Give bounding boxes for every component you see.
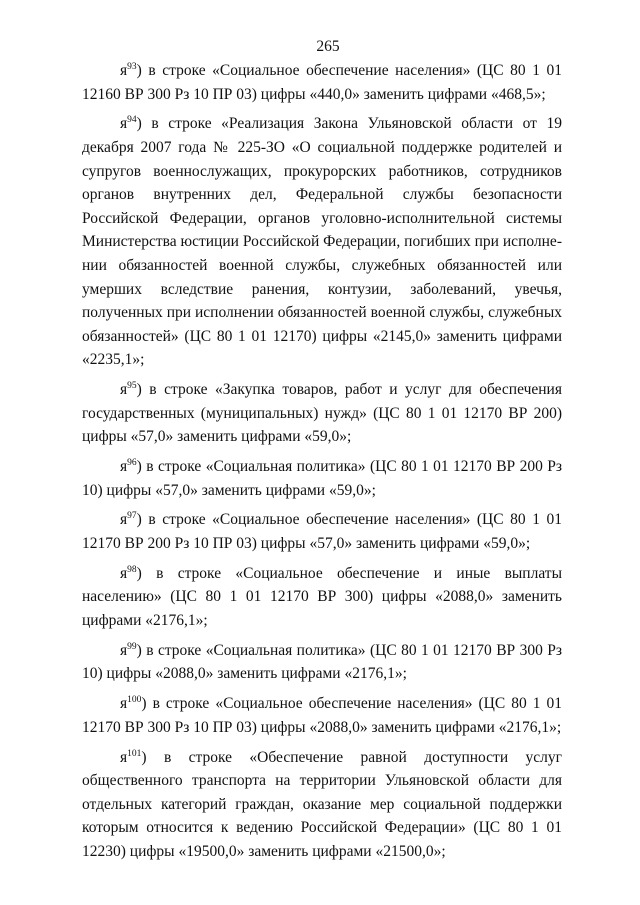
item-index: 99 bbox=[127, 641, 137, 652]
item-letter: я bbox=[120, 511, 128, 529]
item-letter: я bbox=[120, 458, 128, 476]
amendment-paragraph bbox=[82, 455, 562, 502]
item-index: 100 bbox=[127, 695, 142, 705]
item-index: 101 bbox=[127, 748, 142, 759]
amendment-paragraph bbox=[82, 639, 562, 686]
amendment-paragraph bbox=[82, 746, 562, 864]
item-index: 94 bbox=[127, 115, 137, 126]
paragraph-text: ) в строке «Реализация Закона Ульяновской области от 19 декабря 2007 года № 225-ЗО «О социальной поддержке родителей и супругов военнослужащих, прокурорских работников, сотрудников органов внутренних дел, Федеральной службы безопасности Российской Федерации, органов уголовно-исполнительной системы Министерства юстиции Российской Федерации, погибших при исполнении обязанностей военной службы, служебных обязанностей или умерших вследствие ранения, контузии, заболеваний, увечья, полученных при исполнении обязанностей военной службы, служебных обязанностей» (ЦС 80 1 01 12170) цифры «2145,0» заменить цифрами «2235,1»; bbox=[82, 115, 562, 369]
paragraph-text: ) в строке «Социальное обеспечение населения» (ЦС 80 1 01 12170 ВР 300 Рз 10 ПР 03) цифры «2088,0» заменить цифрами «2176,1»; bbox=[82, 695, 562, 736]
item-letter: я bbox=[120, 564, 128, 582]
item-index: 97 bbox=[127, 511, 137, 522]
item-letter: я bbox=[120, 115, 128, 133]
item-letter: я bbox=[120, 695, 128, 713]
item-index: 93 bbox=[127, 61, 137, 72]
paragraph-text: ) в строке «Обеспечение равной доступности услуг общественного транспорта на территории Ульяновской области для отдельных категорий граждан, оказание мер социальной поддержки которым относится к ведению Российской Федерации» (ЦС 80 1 01 12230) цифры «19500,0» заменить цифрами «21500,0»; bbox=[82, 748, 562, 860]
paragraph-text: ) в строке «Закупка товаров, работ и услуг для обеспечения государственных (муниципальных) нужд» (ЦС 80 1 01 12170 ВР 200) цифры «57,0» заменить цифрами «59,0»; bbox=[82, 381, 562, 446]
paragraph-text: ) в строке «Социальное обеспечение населения» (ЦС 80 1 01 12160 ВР 300 Рз 10 ПР 03) цифры «440,0» заменить цифрами «468,5»; bbox=[82, 62, 562, 103]
paragraph-text: ) в строке «Социальное обеспечение и иные выплаты населению» (ЦС 80 1 01 12170 ВР 300) цифры «2088,0» заменить цифрами «2176,1»; bbox=[82, 564, 562, 629]
item-letter: я bbox=[120, 748, 128, 766]
amendment-paragraph bbox=[82, 692, 562, 739]
amendment-paragraph bbox=[82, 378, 562, 449]
amendment-paragraph bbox=[82, 508, 562, 555]
item-letter: я bbox=[120, 381, 128, 399]
item-letter: я bbox=[120, 62, 128, 79]
document-body bbox=[82, 59, 562, 864]
item-letter: я bbox=[120, 641, 128, 659]
item-index: 95 bbox=[127, 380, 137, 391]
amendment-paragraph bbox=[82, 562, 562, 633]
paragraph-text: ) в строке «Социальная политика» (ЦС 80 1 01 12170 ВР 200 Рз 10) цифры «57,0» заменить цифрами «59,0»; bbox=[82, 458, 562, 499]
paragraph-text: ) в строке «Социальная политика» (ЦС 80 1 01 12170 ВР 300 Рз 10) цифры «2088,0» заменить цифрами «2176,1»; bbox=[82, 641, 562, 683]
item-index: 98 bbox=[127, 564, 137, 575]
paragraph-text: ) в строке «Социальное обеспечение населения» (ЦС 80 1 01 12170 ВР 200 Рз 10 ПР 03) цифры «57,0» заменить цифрами «59,0»; bbox=[82, 511, 562, 553]
amendment-paragraph bbox=[82, 112, 562, 372]
page-number: 265 bbox=[316, 38, 340, 55]
amendment-paragraph bbox=[82, 59, 562, 106]
item-index: 96 bbox=[127, 457, 137, 468]
